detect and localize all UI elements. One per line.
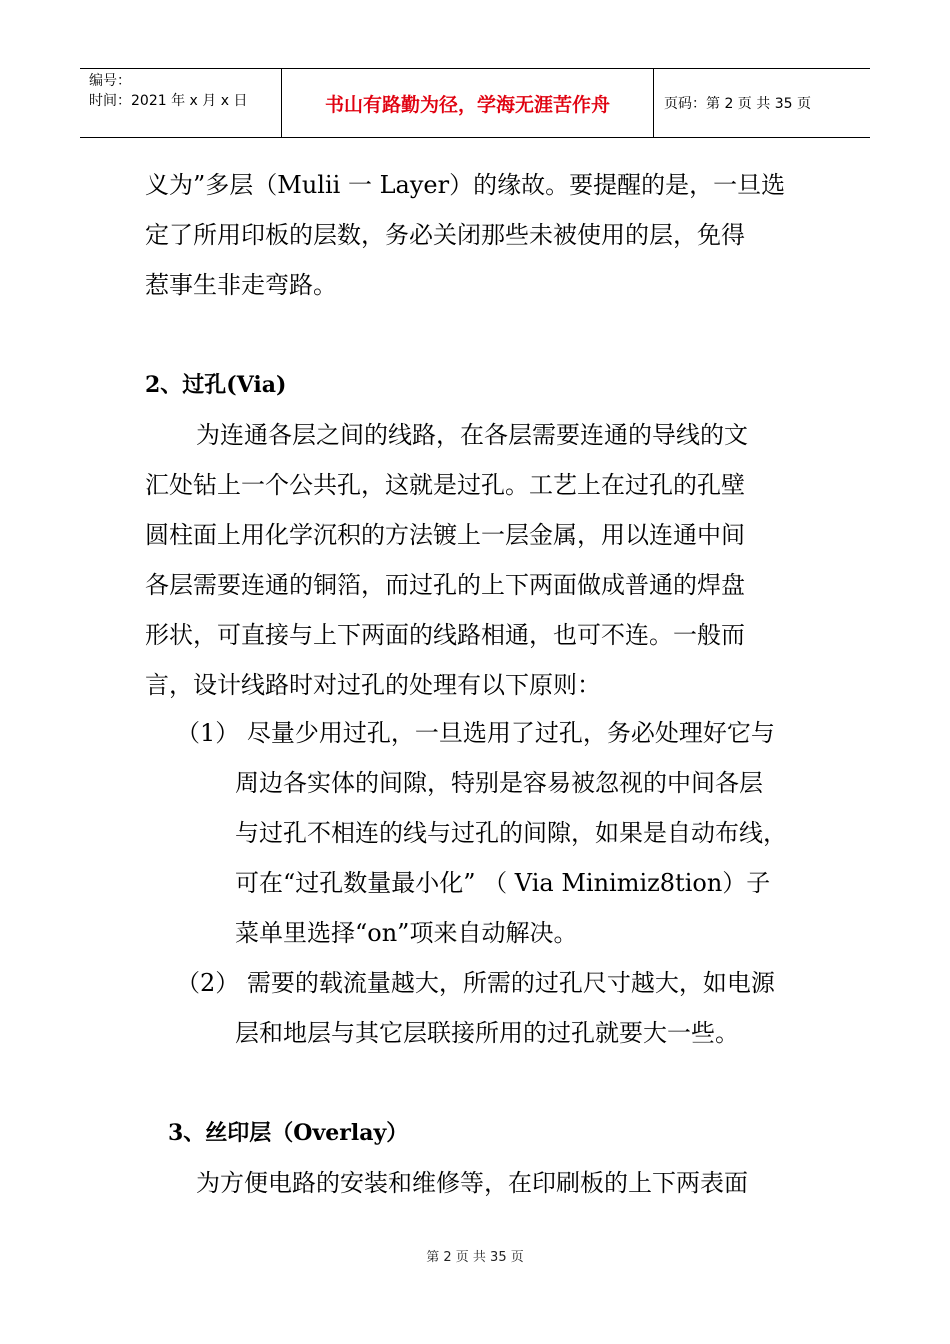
text-line: 各层需要连通的铜箔，而过孔的上下两面做成普通的焊盘 <box>145 571 745 599</box>
list-item-line: 层和地层与其它层联接所用的过孔就要大一些。 <box>235 1019 739 1047</box>
text-line: 惹事生非走弯路。 <box>145 271 337 299</box>
section-heading: 2、过孔(Via) <box>145 372 287 398</box>
header-motto-cell <box>282 69 654 137</box>
header-page-cell <box>654 69 870 137</box>
text-line: 定了所用印板的层数，务必关闭那些未被使用的层，免得 <box>145 221 745 249</box>
number-label: 编号： <box>89 73 131 89</box>
text-line: 形状，可直接与上下两面的线路相通，也可不连。一般而 <box>145 621 745 649</box>
text-line: 圆柱面上用化学沉积的方法镀上一层金属，用以连通中间 <box>145 521 745 549</box>
text-line: 汇处钻上一个公共孔，这就是过孔。工艺上在过孔的孔壁 <box>145 471 745 499</box>
section-heading: 3、丝印层（Overlay） <box>168 1120 409 1146</box>
list-item-line: 与过孔不相连的线与过孔的间隙，如果是自动布线， <box>235 819 787 847</box>
text-line: 为方便电路的安装和维修等，在印刷板的上下两表面 <box>196 1169 748 1197</box>
text-line: 义为”多层（Mulii 一 Layer）的缘故。要提醒的是，一旦选 <box>145 171 786 199</box>
header-meta-cell <box>80 69 282 137</box>
list-item-line: 周边各实体的间隙，特别是容易被忽视的中间各层 <box>235 769 763 797</box>
list-item-line: （1） 尽量少用过孔，一旦选用了过孔，务必处理好它与 <box>176 719 775 747</box>
page-info: 页码：第 2 页 共 35 页 <box>664 96 811 112</box>
text-line: 为连通各层之间的线路，在各层需要连通的导线的文 <box>196 421 748 449</box>
list-item-line: 可在“过孔数量最小化” （ Via Minimiz8tion）子 <box>235 869 771 897</box>
text-line: 言，设计线路时对过孔的处理有以下原则： <box>145 671 601 699</box>
motto-text: 书山有路勤为径，学海无涯苦作舟 <box>324 93 610 116</box>
list-item-line: （2） 需要的载流量越大，所需的过孔尺寸越大，如电源 <box>176 969 775 997</box>
list-item-line: 菜单里选择“on”项来自动解决。 <box>235 919 578 947</box>
page-footer: 第 2 页 共 35 页 <box>426 1250 524 1265</box>
page-header <box>80 68 870 138</box>
time-label: 时间：2021 年 x 月 x 日 <box>89 93 248 109</box>
